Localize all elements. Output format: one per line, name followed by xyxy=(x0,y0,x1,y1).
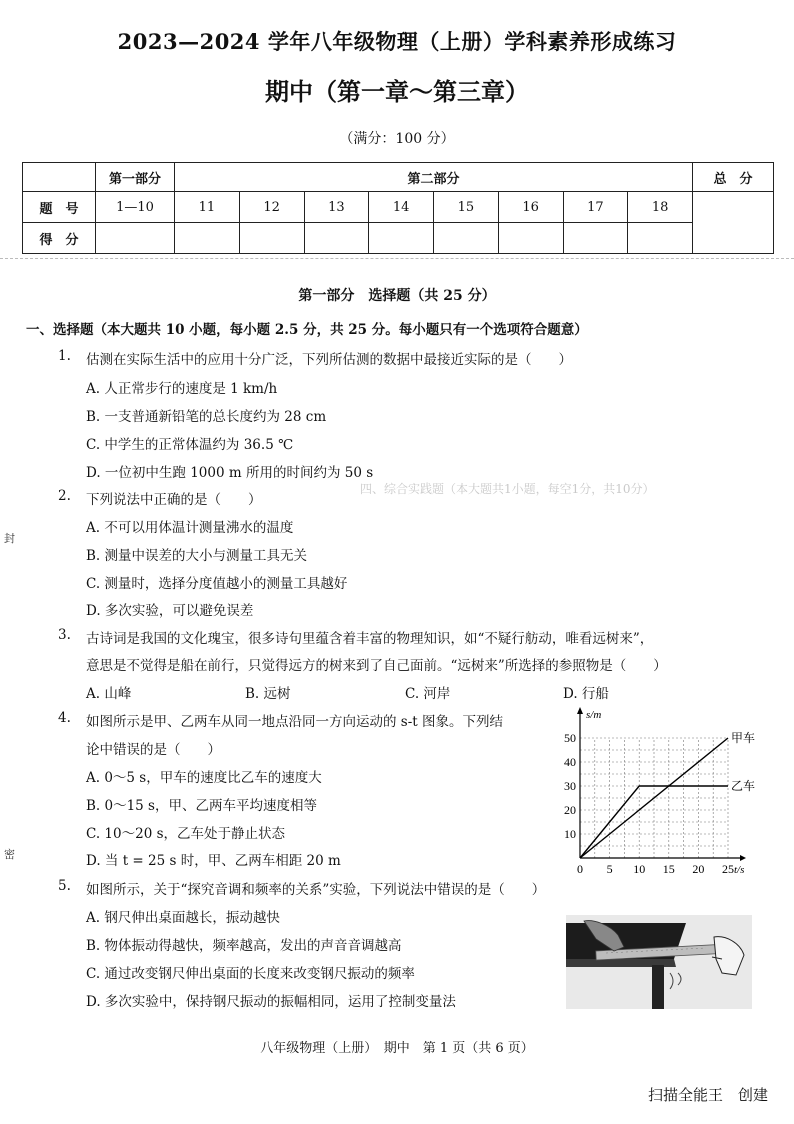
s-t-graph xyxy=(556,704,756,880)
full-score: （满分：100 分） xyxy=(339,131,455,147)
q3-number: 3. xyxy=(58,627,71,643)
q2-option-d: D. 多次实验，可以避免误差 xyxy=(86,603,254,619)
q4-stem-line1: 如图所示是甲、乙两车从同一地点沿同一方向运动的 s-t 图象。下列结 xyxy=(86,714,503,730)
y-tick-label: 10 xyxy=(564,827,576,841)
q4-option-b: B. 0～15 s，甲、乙两车平均速度相等 xyxy=(86,798,317,814)
x-tick-label: 25 xyxy=(722,862,734,876)
q5-stem: 如图所示，关于“探究音调和频率的关系”实验，下列说法中错误的是（ ） xyxy=(86,882,546,898)
question-number: 11 xyxy=(175,192,240,223)
q4-number: 4. xyxy=(58,710,71,726)
q3-stem-line1: 古诗词是我国的文化瑰宝，很多诗句里蕴含着丰富的物理知识，如“不疑行舫动，唯看远树来”， xyxy=(86,631,654,647)
score-cell xyxy=(369,223,434,254)
q3-option-d: D. 行船 xyxy=(563,686,609,702)
ruler-experiment-figure xyxy=(566,915,752,1009)
question-number: 15 xyxy=(434,192,499,223)
q1-option-d: D. 一位初中生跑 1000 m 所用的时间约为 50 s xyxy=(86,465,374,481)
x-tick-label: 0 xyxy=(577,862,583,876)
bleed-through-text: 四、综合实践题（本大题共1小题，每空1分，共10分） xyxy=(360,482,655,496)
row-label-score: 得 分 xyxy=(23,223,96,254)
total-score-cell xyxy=(693,192,774,254)
q1-option-b: B. 一支普通新铅笔的总长度约为 28 cm xyxy=(86,409,327,425)
q3-option-b: B. 远树 xyxy=(245,686,291,702)
score-cell xyxy=(96,223,175,254)
q2-number: 2. xyxy=(58,488,71,504)
score-table xyxy=(22,162,774,254)
q5-option-c: C. 通过改变钢尺伸出桌面的长度来改变钢尺振动的频率 xyxy=(86,966,415,982)
part2-header: 第二部分 xyxy=(175,163,693,192)
q5-number: 5. xyxy=(58,878,71,894)
y-tick-label: 50 xyxy=(564,731,576,745)
question-number: 16 xyxy=(498,192,563,223)
y-axis-label: s/m xyxy=(586,709,602,721)
q5-option-b: B. 物体振动得越快，频率越高，发出的声音音调越高 xyxy=(86,938,402,954)
score-cell xyxy=(628,223,693,254)
score-cell xyxy=(239,223,304,254)
question-number: 14 xyxy=(369,192,434,223)
question-number: 12 xyxy=(239,192,304,223)
q5-option-d: D. 多次实验中，保持钢尺振动的振幅相同，运用了控制变量法 xyxy=(86,994,456,1010)
q4-stem-line2: 论中错误的是（ ） xyxy=(86,742,221,758)
x-tick-label: 15 xyxy=(662,862,675,876)
q5-option-a: A. 钢尺伸出桌面越长，振动越快 xyxy=(86,910,280,926)
y-axis-arrow xyxy=(577,707,583,714)
q4-option-c: C. 10～20 s，乙车处于静止状态 xyxy=(86,826,286,842)
q3-stem-line2: 意思是不觉得是船在前行，只觉得远方的树来到了自己面前。“远树来”所选择的参照物是（ ） xyxy=(86,658,667,674)
q3-option-c: C. 河岸 xyxy=(405,686,451,702)
row-label-number: 题 号 xyxy=(23,192,96,223)
part1-header: 第一部分 xyxy=(96,163,175,192)
q4-option-d: D. 当 t = 25 s 时，甲、乙两车相距 20 m xyxy=(86,853,341,869)
q2-option-b: B. 测量中误差的大小与测量工具无关 xyxy=(86,548,308,564)
q2-option-c: C. 测量时，选择分度值越小的测量工具越好 xyxy=(86,576,348,592)
section-instructions: 一、选择题（本大题共 10 小题，每小题 2.5 分，共 25 分。每小题只有一个选项符合题意） xyxy=(26,322,588,338)
q3-option-a: A. 山峰 xyxy=(86,686,132,702)
question-number: 18 xyxy=(628,192,693,223)
score-cell xyxy=(498,223,563,254)
question-number: 17 xyxy=(563,192,628,223)
exam-title: 2023—2024 学年八年级物理（上册）学科素养形成练习 xyxy=(117,29,677,54)
x-tick-label: 5 xyxy=(606,862,613,876)
series-label-jia: 甲车 xyxy=(731,731,756,745)
score-cell xyxy=(175,223,240,254)
q2-option-a: A. 不可以用体温计测量沸水的温度 xyxy=(86,520,294,536)
section-divider xyxy=(0,258,794,259)
margin-mark-seal: 封 xyxy=(4,532,15,545)
q1-option-a: A. 人正常步行的速度是 1 km/h xyxy=(86,381,278,397)
score-table-corner xyxy=(23,163,96,192)
x-tick-label: 20 xyxy=(692,862,705,876)
scanner-watermark: 扫描全能王 创建 xyxy=(647,1086,768,1104)
question-number: 13 xyxy=(304,192,369,223)
x-axis-label: t/s xyxy=(734,864,745,876)
question-number: 1—10 xyxy=(96,192,175,223)
section-title: 第一部分 选择题（共 25 分） xyxy=(298,288,496,304)
score-cell xyxy=(434,223,499,254)
y-tick-label: 20 xyxy=(564,803,576,817)
series-label-yi: 乙车 xyxy=(731,779,756,793)
y-tick-label: 40 xyxy=(564,755,576,769)
x-axis-arrow xyxy=(740,855,746,861)
margin-mark-secret: 密 xyxy=(4,848,15,861)
q1-number: 1. xyxy=(58,348,71,364)
q2-stem: 下列说法中正确的是（ ） xyxy=(86,492,262,508)
total-header: 总 分 xyxy=(693,163,774,192)
page-footer: 八年级物理（上册） 期中 第 1 页（共 6 页） xyxy=(260,1041,534,1056)
q4-option-a: A. 0～5 s，甲车的速度比乙车的速度大 xyxy=(86,770,322,786)
score-cell xyxy=(563,223,628,254)
x-tick-label: 10 xyxy=(633,862,646,876)
q1-option-c: C. 中学生的正常体温约为 36.5 ℃ xyxy=(86,437,294,453)
exam-subtitle: 期中（第一章～第三章） xyxy=(265,77,529,106)
score-cell xyxy=(304,223,369,254)
q1-stem: 估测在实际生活中的应用十分广泛，下列所估测的数据中最接近实际的是（ ） xyxy=(86,352,572,368)
y-tick-label: 30 xyxy=(564,779,576,793)
